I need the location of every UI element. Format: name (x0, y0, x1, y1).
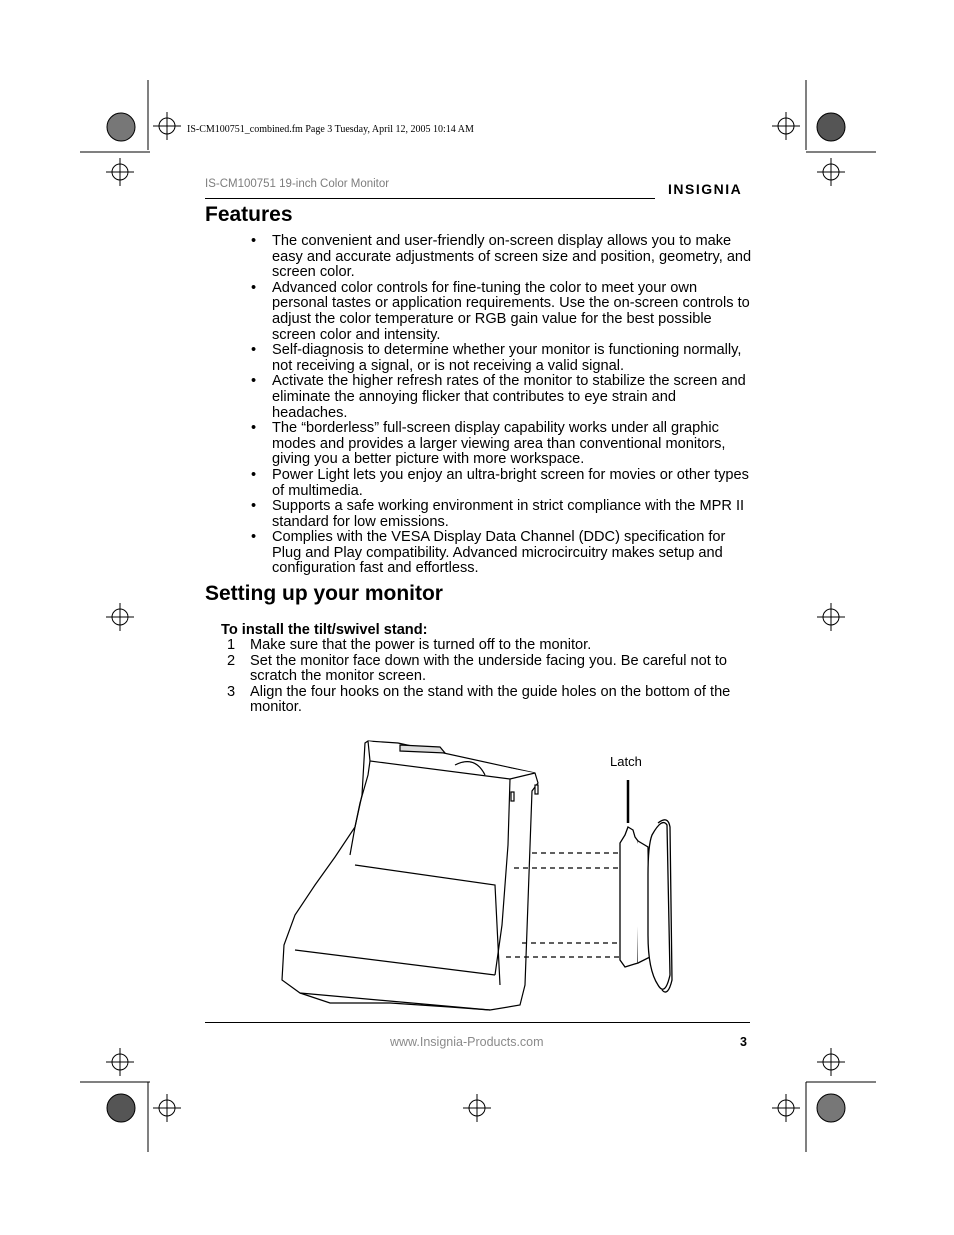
logo-text: INSIGNIA (668, 181, 743, 197)
features-heading: Features (205, 203, 293, 226)
registration-mark-bottom-left-b (153, 1094, 181, 1122)
list-item (222, 638, 752, 654)
procedure-title: To install the tilt/swivel stand: (221, 622, 428, 638)
step-number: 3 (227, 683, 236, 700)
registration-mark-bottom-right-b (817, 1048, 845, 1076)
list-item: • Activate the higher refresh rates of the monitor to stabilize the screen and eliminate the annoying flicker that contributes to eye strain and headaches. (247, 374, 752, 421)
setup-heading: Setting up your monitor (205, 582, 443, 605)
registration-mark-top-left-a (153, 112, 181, 140)
list-item: • Complies with the VESA Display Data Channel (DDC) specification for Plug and Play compatibility. Advanced microcircuitry makes setup and configuration fast and effortless. (247, 530, 752, 577)
steps-list (222, 638, 752, 716)
color-target-bottom-right (817, 1094, 845, 1122)
latch-label: Latch (610, 754, 642, 769)
monitor-stand-illustration (270, 735, 690, 1015)
step-text: Make sure that the power is turned off to the monitor. (250, 637, 592, 653)
list-item: • Self-diagnosis to determine whether your monitor is functioning normally, not receiving a signal, or is not receiving a valid signal. (247, 343, 752, 374)
list-item: • Power Light lets you enjoy an ultra-bright screen for movies or other types of multimedia. (247, 468, 752, 499)
registration-mark-mid-left (106, 603, 134, 631)
features-list (247, 234, 752, 577)
registration-mark-bottom-center (463, 1094, 491, 1122)
step-text: Align the four hooks on the stand with the guide holes on the bottom of the monitor. (250, 683, 731, 716)
step-number: 1 (227, 637, 236, 653)
color-target-top-left (107, 113, 135, 141)
registration-mark-top-right-b (817, 158, 845, 186)
page-number: 3 (740, 1035, 747, 1049)
tilt-swivel-stand (620, 820, 672, 992)
color-target-bottom-left (107, 1094, 135, 1122)
header-rule (205, 198, 655, 199)
insignia-logo (668, 181, 742, 197)
registration-mark-mid-right (817, 603, 845, 631)
registration-mark-top-right-a (772, 112, 800, 140)
step-number: 2 (227, 652, 236, 669)
list-item (222, 685, 752, 716)
header-title: IS-CM100751 19-inch Color Monitor (205, 178, 390, 190)
list-item: • The “borderless” full-screen display capability works under all graphic modes and provides a larger viewing area than conventional monitors, giving you a better picture with more workspace. (247, 421, 752, 468)
footer-url[interactable]: www.Insignia-Products.com (390, 1035, 544, 1049)
list-item: • Advanced color controls for fine-tuning the color to meet your own personal tastes or application requirements. Use the on-screen controls to adjust the color temperature or RGB gain value for the best possible screen color and intensity. (247, 281, 752, 343)
registration-mark-bottom-right-a (772, 1094, 800, 1122)
step-text: Set the monitor face down with the underside facing you. Be careful not to scratch the monitor screen. (250, 652, 728, 685)
stand-installation-figure (270, 735, 690, 1015)
footer-rule (205, 1022, 750, 1023)
registration-mark-top-left-b (106, 158, 134, 186)
color-target-top-right (817, 113, 845, 141)
list-item: • The convenient and user-friendly on-screen display allows you to make easy and accurate adjustments of screen size and position, geometry, and screen color. (247, 234, 752, 281)
list-item (222, 654, 752, 685)
file-slug-line: IS-CM100751_combined.fm Page 3 Tuesday, April 12, 2005 10:14 AM (187, 124, 474, 135)
list-item: • Supports a safe working environment in strict compliance with the MPR II standard for low emissions. (247, 499, 752, 530)
registration-mark-bottom-left-a (106, 1048, 134, 1076)
